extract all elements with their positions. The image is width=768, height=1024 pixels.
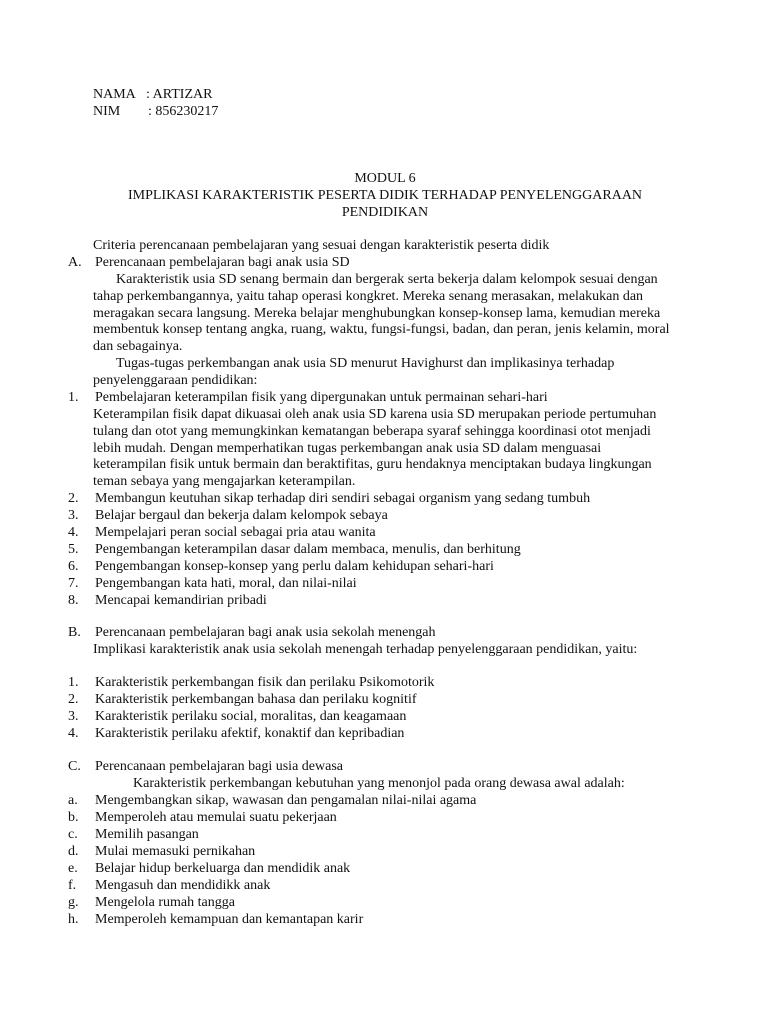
- nim-value: : 856230217: [148, 104, 219, 119]
- list-marker: d.: [68, 844, 79, 859]
- list-text: Membangun keutuhan sikap terhadap diri sendiri sebagai organism yang sedang tumbuh: [95, 491, 591, 506]
- list-text: Karakteristik perilaku afektif, konaktif dan kepribadian: [95, 726, 405, 741]
- section-marker: C.: [68, 759, 81, 774]
- list-marker: 2.: [68, 692, 79, 707]
- document-title-line2: PENDIDIKAN: [341, 205, 429, 220]
- list-text: Karakteristik perkembangan fisik dan perilaku Psikomotorik: [95, 675, 435, 690]
- list-text: Mempelajari peran social sebagai pria atau wanita: [95, 525, 376, 540]
- list-marker: 3.: [68, 508, 79, 523]
- list-text: Belajar hidup berkeluarga dan mendidik anak: [95, 861, 351, 876]
- list-marker: g.: [68, 895, 79, 910]
- list-text: Mencapai kemandirian pribadi: [95, 593, 267, 608]
- name-label: NAMA: [93, 87, 136, 102]
- module-title: MODUL 6: [354, 171, 416, 186]
- list-text: Pengembangan kata hati, moral, dan nilai-nilai: [95, 576, 357, 591]
- section-a-paragraph-1: Karakteristik usia SD senang bermain dan bergerak serta bekerja dalam kelompok sesuai dengan tahap perkembangannya, yaitu tahap operasi kongkret. Mereka senang merasakan, melakukan dan meragakan secara langsung. Mereka belajar menghubungkan konsep-konsep lama, kemudian mereka membentuk konsep tentang angka, ruang, waktu, fungsi-fungsi, badan, dan peran, jenis kelamin, moral dan sebagainya.: [93, 272, 670, 355]
- section-c-paragraph: Karakteristik perkembangan kebutuhan yang menonjol pada orang dewasa awal adalah:: [133, 776, 625, 791]
- list-text: Memilih pasangan: [95, 827, 199, 842]
- list-text: Pengembangan keterampilan dasar dalam membaca, menulis, dan berhitung: [95, 542, 521, 557]
- section-title: Perencanaan pembelajaran bagi anak usia sekolah menengah: [95, 625, 436, 640]
- list-marker: 4.: [68, 726, 79, 741]
- list-marker: c.: [68, 827, 78, 842]
- list-marker: e.: [68, 861, 78, 876]
- list-text: Pembelajaran keterampilan fisik yang dipergunakan untuk permainan sehari-hari: [95, 390, 548, 405]
- list-text: Mengasuh dan mendidikk anak: [95, 878, 271, 893]
- list-text: Mulai memasuki pernikahan: [95, 844, 256, 859]
- list-marker: 5.: [68, 542, 79, 557]
- list-marker: 2.: [68, 491, 79, 506]
- list-marker: 7.: [68, 576, 79, 591]
- list-marker: 6.: [68, 559, 79, 574]
- list-text: Mengembangkan sikap, wawasan dan pengamalan nilai-nilai agama: [95, 793, 477, 808]
- list-marker: 1.: [68, 390, 79, 405]
- list-text: Pengembangan konsep-konsep yang perlu dalam kehidupan sehari-hari: [95, 559, 494, 574]
- list-text: Memperoleh atau memulai suatu pekerjaan: [95, 810, 337, 825]
- section-marker: B.: [68, 625, 81, 640]
- section-marker: A.: [68, 255, 82, 270]
- list-marker: 8.: [68, 593, 79, 608]
- list-marker: a.: [68, 793, 78, 808]
- intro-text: Criteria perencanaan pembelajaran yang sesuai dengan karakteristik peserta didik: [93, 238, 550, 253]
- list-marker: 1.: [68, 675, 79, 690]
- list-text: Belajar bergaul dan bekerja dalam kelompok sebaya: [95, 508, 388, 523]
- list-marker: h.: [68, 912, 79, 927]
- list-marker: b.: [68, 810, 79, 825]
- section-title: Perencanaan pembelajaran bagi anak usia SD: [95, 255, 350, 270]
- name-value: : ARTIZAR: [146, 87, 213, 102]
- nim-label: NIM: [93, 104, 121, 119]
- list-text: Karakteristik perilaku social, moralitas, dan keagamaan: [95, 709, 407, 724]
- section-a-paragraph-2: Tugas-tugas perkembangan anak usia SD menurut Havighurst dan implikasinya terhadap penyelenggaraan pendidikan:: [93, 356, 615, 388]
- list-text: Memperoleh kemampuan dan kemantapan karir: [95, 912, 364, 927]
- list-marker: f.: [68, 878, 77, 893]
- list-text: Mengelola rumah tangga: [95, 895, 235, 910]
- list-text: Karakteristik perkembangan bahasa dan perilaku kognitif: [95, 692, 417, 707]
- section-b-paragraph: Implikasi karakteristik anak usia sekolah menengah terhadap penyelenggaraan pendidikan, yaitu:: [93, 642, 638, 657]
- list-marker: 4.: [68, 525, 79, 540]
- document-title-line1: IMPLIKASI KARAKTERISTIK PESERTA DIDIK TERHADAP PENYELENGGARAAN: [127, 188, 643, 203]
- list-marker: 3.: [68, 709, 79, 724]
- item-1-detail: Keterampilan fisik dapat dikuasai oleh anak usia SD karena usia SD merupakan periode pertumuhan tulang dan otot yang memungkinkan kematangan beberapa syaraf sehingga koordinasi otot menjadi lebih mudah. Dengan memperhatikan tugas perkembangan anak usia SD dalam menguasai keterampilan fisik untuk bermain dan beraktifitas, guru hendaknya menciptakan budaya lingkungan teman sebaya yang mengajarkan keterampilan.: [93, 407, 657, 490]
- section-title: Perencanaan pembelajaran bagi usia dewasa: [95, 759, 343, 774]
